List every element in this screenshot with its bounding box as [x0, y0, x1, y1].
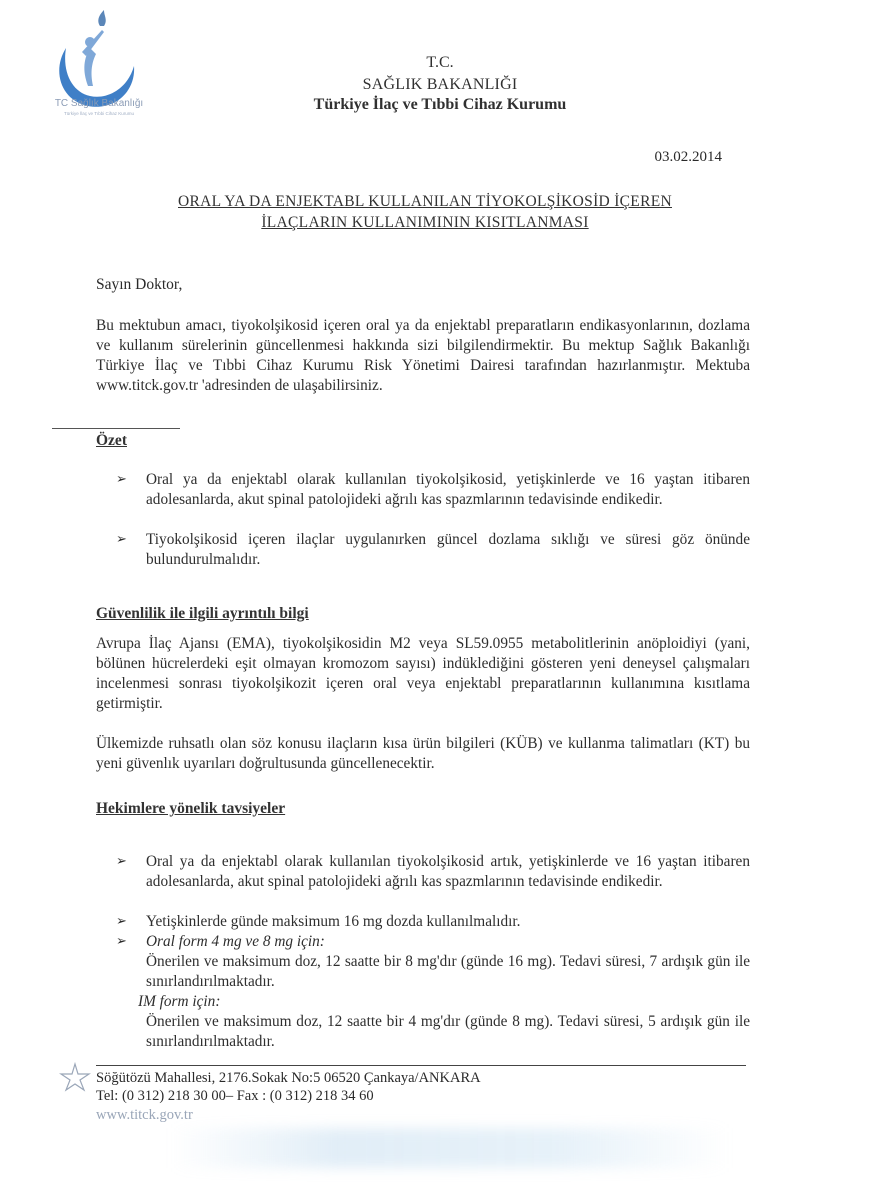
arrow-icon: ➢	[116, 854, 127, 869]
arrow-icon: ➢	[116, 472, 127, 487]
footer-address: Söğütözü Mahallesi, 2176.Sokak No:5 06520 Çankaya/ANKARA	[96, 1070, 481, 1086]
letter-title-line2: İLAÇLARIN KULLANIMININ KISITLANMASI	[261, 214, 589, 231]
recommendations-heading: Hekimlere yönelik tavsiyeler	[96, 800, 286, 817]
letter-title-line1: ORAL YA DA ENJEKTABL KULLANILAN TİYOKOLŞİKOSİD İÇEREN	[178, 193, 672, 210]
summary-bullet	[116, 530, 750, 570]
summary-heading: Özet	[96, 432, 127, 449]
summary-bullet	[116, 470, 750, 510]
footer-web: www.titck.gov.tr	[96, 1107, 193, 1123]
arrow-icon: ➢	[116, 532, 127, 547]
oral-form-text: Önerilen ve maksimum doz, 12 saatte bir 8 mg'dır (günde 16 mg). Tedavi süresi, 7 ardışık gün ile sınırlandırılmaktadır.	[146, 953, 750, 990]
header-tc: T.C.	[426, 54, 454, 71]
header-ministry: SAĞLIK BAKANLIĞI	[362, 76, 518, 93]
recommendation-bullet-text: Yetişkinlerde günde maksimum 16 mg dozda kullanılmalıdır.	[146, 913, 521, 930]
safety-paragraph-2: Ülkemizde ruhsatlı olan söz konusu ilaçların kısa ürün bilgileri (KÜB) ve kullanma talimatları (KT) bu yeni güvenlık uyarıları doğrultusunda güncellenecektir.	[96, 735, 750, 772]
recommendation-bullet	[116, 912, 750, 932]
im-form-label: IM form için:	[138, 993, 221, 1010]
letter-date: 03.02.2014	[654, 149, 722, 165]
safety-heading: Güvenlilik ile ilgili ayrıntılı bilgi	[96, 605, 309, 622]
footer-divider	[96, 1065, 746, 1066]
logo-subtext: Türkiye İlaç ve Tıbbi Cihaz Kurumu	[64, 111, 134, 116]
im-form-text: Önerilen ve maksimum doz, 12 saatte bir 4 mg'dır (günde 8 mg). Tedavi süresi, 5 ardışık gün ile sınırlandırılmaktadır.	[146, 1013, 750, 1050]
arrow-icon: ➢	[116, 914, 127, 929]
recommendation-bullet	[116, 852, 750, 892]
salutation: Sayın Doktor,	[96, 276, 183, 293]
scan-smudge	[170, 1128, 730, 1168]
summary-bullet-text: Oral ya da enjektabl olarak kullanılan tiyokolşikosid, yetişkinlerde ve 16 yaştan itibaren adolesanlarda, akut spinal patolojideki ağrılı kas spazmlarının tedavisinde endikedir.	[146, 471, 750, 508]
star-icon	[58, 1062, 92, 1092]
logo-flame	[98, 10, 105, 26]
intro-paragraph: Bu mektubun amacı, tiyokolşikosid içeren oral ya da enjektabl preparatların endikasyonlarının, dozlama ve kullanım sürelerinin güncellenmesi hakkında sizi bilgilendirmektir. Bu mektup Sağlık Bakanlığı Türkiye İlaç ve Tıbbi Cihaz Kurumu Risk Yönetimi Dairesi tarafından hazırlanmıştır. Mektuba www.titck.gov.tr 'adresinden de ulaşabilirsiniz.	[96, 317, 750, 394]
recommendation-bullet	[116, 932, 750, 952]
safety-paragraph-1: Avrupa İlaç Ajansı (EMA), tiyokolşikosidin M2 veya SL59.0955 metabolitlerinin anöploidiyi (yani, bölünen hücrelerdeki eşit olmayan kromozom sayısı) indüklediğini gösteren yeni deneysel çalışmaları incelenmesi sonrası tiyokolşikozit içeren oral veya enjektabl preparatlarının kullanımına kısıtlama getirmiştir.	[96, 635, 750, 712]
logo-text: TC Sağlık Bakanlığı	[54, 98, 144, 109]
recommendation-bullet-text: Oral ya da enjektabl olarak kullanılan tiyokolşikosid artık, yetişkinlerde ve 16 yaştan itibaren adolesanlarda, akut spinal patolojideki ağrılı kas spazmlarının tedavisinde endikedir.	[146, 853, 750, 890]
arrow-icon: ➢	[116, 934, 127, 949]
footer-phone: Tel: (0 312) 218 30 00– Fax : (0 312) 218 34 60	[96, 1088, 374, 1104]
divider	[52, 428, 180, 429]
header-agency: Türkiye İlaç ve Tıbbi Cihaz Kurumu	[313, 96, 567, 113]
oral-form-label: Oral form 4 mg ve 8 mg için:	[146, 933, 325, 950]
ministry-logo	[44, 8, 154, 138]
summary-bullet-text: Tiyokolşikosid içeren ilaçlar uygulanırken güncel dozlama sıklığı ve süresi göz önünde bulundurulmalıdır.	[146, 531, 750, 568]
